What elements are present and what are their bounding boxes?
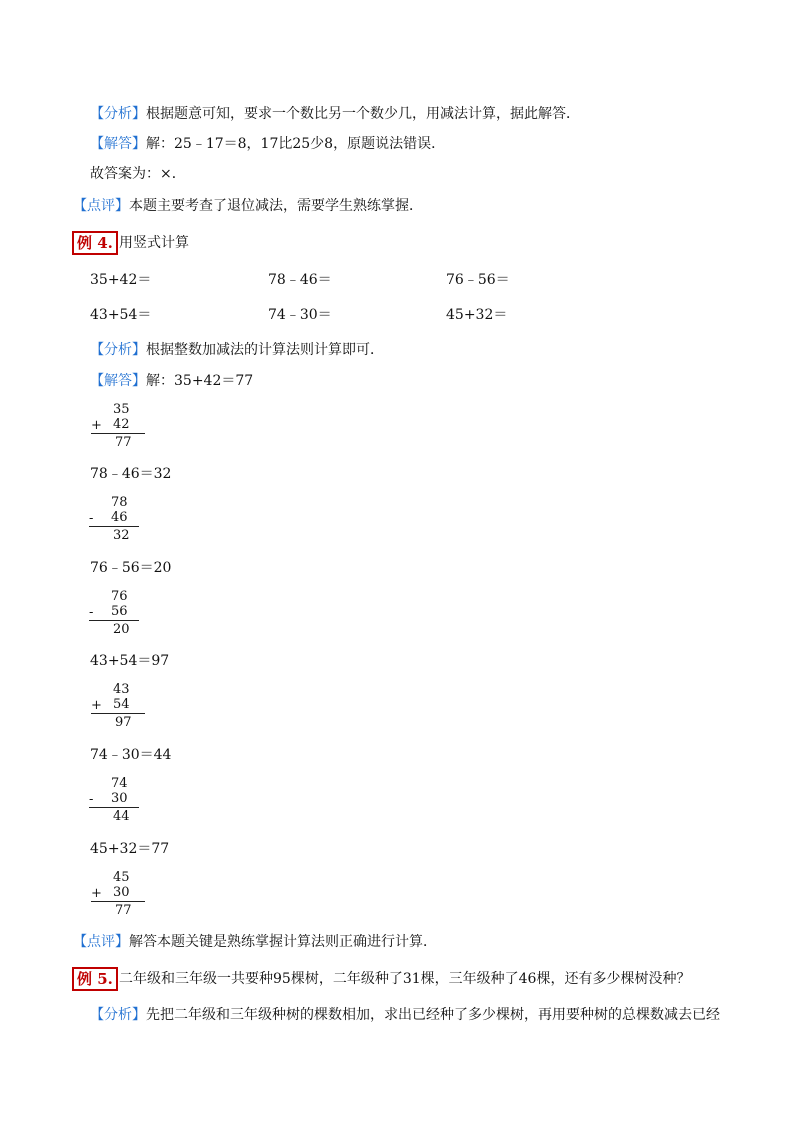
comment-paragraph — [73, 199, 423, 213]
calc-equation: 45+32＝77 — [90, 841, 170, 857]
analysis-paragraph — [90, 107, 580, 121]
calc-operator: - — [89, 605, 94, 620]
calc-divider — [89, 526, 139, 527]
calc-equation: 74﹣30＝44 — [90, 747, 172, 763]
calc-divider — [91, 433, 145, 434]
calc-operator: + — [91, 698, 102, 713]
problem-6: 45+32＝ — [446, 307, 508, 323]
problem-4: 43+54＝ — [90, 307, 152, 323]
calc-result: 44 — [113, 809, 130, 824]
calc-equation: 78﹣46＝32 — [90, 466, 172, 482]
comment-paragraph-4 — [73, 935, 437, 949]
calc-operand-1: 43 — [113, 682, 130, 697]
calc-result: 77 — [115, 903, 132, 918]
vertical-calculation — [91, 403, 161, 455]
vertical-calculation — [89, 496, 159, 548]
answer-tag: 【解答】 — [90, 136, 146, 152]
calc-divider — [89, 620, 139, 621]
analysis-paragraph-5 — [90, 1008, 720, 1022]
comment-text: 本题主要考查了退位减法，需要学生熟练掌握． — [129, 198, 423, 214]
calc-operand-2: 30 — [113, 885, 130, 900]
problem-2: 78﹣46＝ — [268, 272, 332, 288]
answer-text: 解：35+42＝77 — [146, 373, 254, 389]
vertical-calculation — [89, 590, 159, 642]
calc-operand-2: 46 — [111, 510, 128, 525]
answer-paragraph — [90, 137, 445, 151]
calc-operand-1: 78 — [111, 495, 128, 510]
analysis-paragraph-4 — [90, 343, 384, 357]
calc-operator: + — [91, 418, 102, 433]
calc-result: 32 — [113, 528, 130, 543]
calc-operand-2: 54 — [113, 697, 130, 712]
calc-operand-1: 76 — [111, 589, 128, 604]
comment-text: 解答本题关键是熟练掌握计算法则正确进行计算． — [129, 934, 437, 950]
analysis-tag: 【分析】 — [90, 1007, 146, 1023]
calc-equation: 76﹣56＝20 — [90, 560, 172, 576]
example-4-label: 例 4. — [72, 231, 118, 255]
problem-5: 74﹣30＝ — [268, 307, 332, 323]
calc-operator: + — [91, 886, 102, 901]
problem-1: 35+42＝ — [90, 272, 152, 288]
calc-divider — [91, 901, 145, 902]
calc-operator: - — [89, 792, 94, 807]
calc-operand-1: 45 — [113, 870, 130, 885]
example-5-label: 例 5. — [72, 967, 118, 991]
calc-operand-2: 42 — [113, 417, 130, 432]
calc-result: 20 — [113, 622, 130, 637]
problem-3: 76﹣56＝ — [446, 272, 510, 288]
analysis-text: 先把二年级和三年级种树的棵数相加，求出已经种了多少棵树，再用要种树的总棵数减去已经 — [146, 1007, 720, 1023]
example-5-prompt: 二年级和三年级一共要种95棵树，二年级种了31棵，三年级种了46棵，还有多少棵树没种？ — [119, 971, 691, 987]
final-answer: 故答案为：×． — [90, 166, 186, 182]
analysis-text: 根据整数加减法的计算法则计算即可． — [146, 342, 384, 358]
vertical-calculation — [89, 777, 159, 829]
calc-result: 77 — [115, 435, 132, 450]
answer-tag: 【解答】 — [90, 373, 146, 389]
vertical-calculation — [91, 683, 161, 735]
calc-operand-1: 35 — [113, 402, 130, 417]
analysis-tag: 【分析】 — [90, 342, 146, 358]
comment-tag: 【点评】 — [73, 198, 129, 214]
calc-result: 97 — [115, 715, 132, 730]
calc-divider — [89, 807, 139, 808]
comment-tag: 【点评】 — [73, 934, 129, 950]
calc-operator: - — [89, 511, 94, 526]
vertical-calculation — [91, 871, 161, 923]
calc-equation: 43+54＝97 — [90, 653, 170, 669]
calc-operand-2: 56 — [111, 604, 128, 619]
analysis-text: 根据题意可知，要求一个数比另一个数少几，用减法计算，据此解答． — [146, 106, 580, 122]
calc-operand-2: 30 — [111, 791, 128, 806]
calc-divider — [91, 713, 145, 714]
analysis-tag: 【分析】 — [90, 106, 146, 122]
answer-paragraph-4 — [90, 374, 253, 388]
calc-operand-1: 74 — [111, 776, 128, 791]
answer-text: 解：25﹣17＝8，17比25少8，原题说法错误． — [146, 136, 446, 152]
example-4-prompt: 用竖式计算 — [119, 235, 189, 251]
